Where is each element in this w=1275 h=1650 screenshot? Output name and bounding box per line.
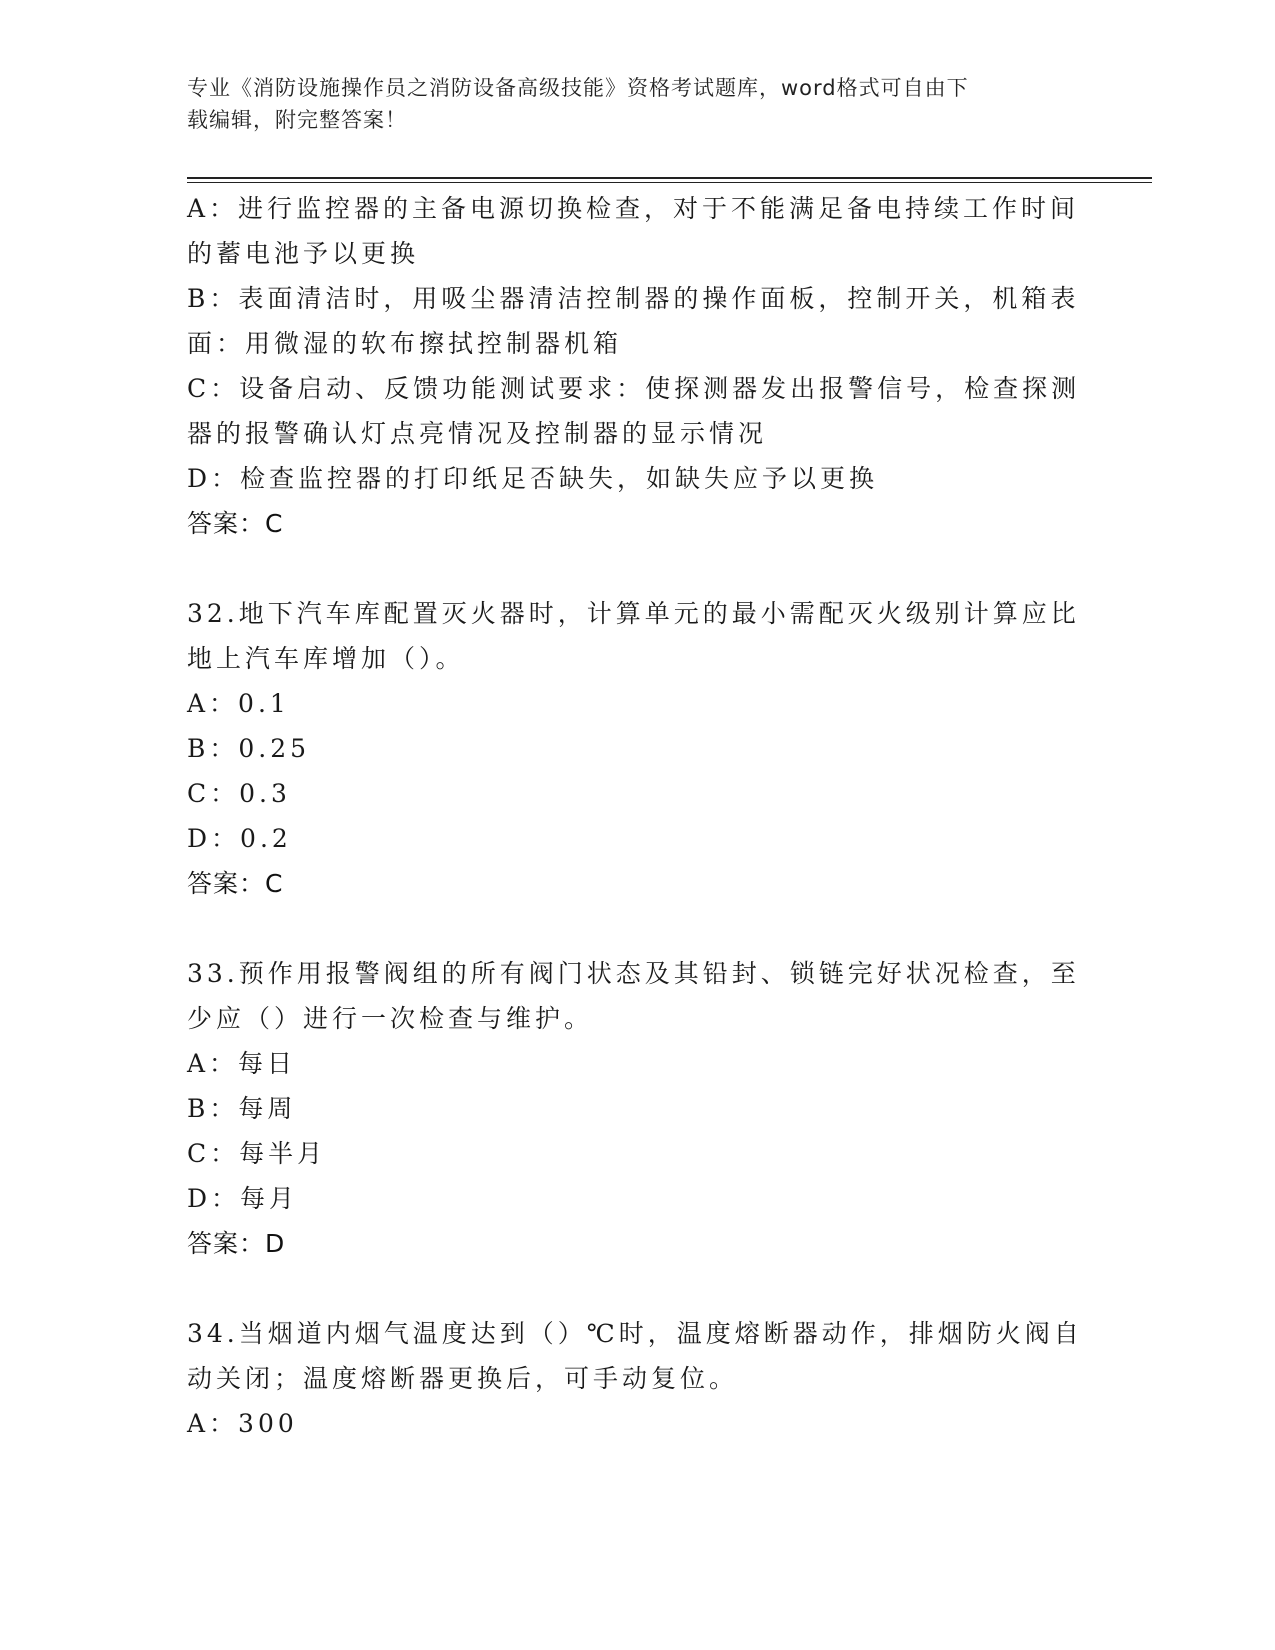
- q33-stem-line-1: 33.预作用报警阀组的所有阀门状态及其铅封、锁链完好状况检查，至: [187, 959, 1080, 988]
- question-list: [187, 186, 1087, 1446]
- question-31-remainder: [187, 186, 1087, 546]
- header-rule-thick: [187, 177, 1152, 179]
- q32-answer: 答案：C: [187, 869, 284, 898]
- q32-option-c: C：0.3: [187, 779, 291, 808]
- q33-option-b: B：每周: [187, 1094, 297, 1123]
- q31-option-c-line-2: 器的报警确认灯点亮情况及控制器的显示情况: [187, 419, 768, 448]
- q34-stem-line-1: 34.当烟道内烟气温度达到（）℃时，温度熔断器动作，排烟防火阀自: [187, 1319, 1083, 1348]
- question-33: [187, 951, 1087, 1266]
- q34-stem-line-2: 动关闭；温度熔断器更换后，可手动复位。: [187, 1364, 739, 1393]
- q31-option-b-line-2: 面：用微湿的软布擦拭控制器机箱: [187, 329, 623, 358]
- q31-option-a-line-1: A：进行监控器的主备电源切换检查，对于不能满足备电持续工作时间: [187, 194, 1080, 223]
- header-line-2: 载编辑，附完整答案！: [187, 108, 407, 132]
- header-line-1: 专业《消防设施操作员之消防设备高级技能》资格考试题库，word格式可自由下: [187, 76, 969, 100]
- q31-option-d: D：检查监控器的打印纸足否缺失，如缺失应予以更换: [187, 464, 879, 493]
- question-gap: [187, 546, 1087, 591]
- question-gap: [187, 1266, 1087, 1311]
- question-gap: [187, 906, 1087, 951]
- document-header: [187, 72, 1067, 136]
- question-34: [187, 1311, 1087, 1446]
- question-32: [187, 591, 1087, 906]
- q33-option-a: A：每日: [187, 1049, 297, 1078]
- header-rule-thin: [187, 182, 1152, 183]
- q33-option-c: C：每半月: [187, 1139, 327, 1168]
- q31-option-b-line-1: B：表面清洁时，用吸尘器清洁控制器的操作面板，控制开关，机箱表: [187, 284, 1080, 313]
- q32-option-d: D：0.2: [187, 824, 292, 853]
- q32-stem-line-1: 32.地下汽车库配置灭火器时，计算单元的最小需配灭火级别计算应比: [187, 599, 1080, 628]
- q33-stem-line-2: 少应（）进行一次检查与维护。: [187, 1004, 594, 1033]
- q31-option-a-line-2: 的蓄电池予以更换: [187, 239, 420, 268]
- q32-option-b: B：0.25: [187, 734, 311, 763]
- q31-answer: 答案：C: [187, 509, 284, 538]
- q33-answer: 答案：D: [187, 1229, 286, 1258]
- q34-option-a: A：300: [187, 1409, 298, 1438]
- q32-stem-line-2: 地上汽车库增加（）。: [187, 644, 465, 673]
- q31-option-c-line-1: C：设备启动、反馈功能测试要求：使探测器发出报警信号，检查探测: [187, 374, 1081, 403]
- q32-option-a: A：0.1: [187, 689, 290, 718]
- q33-option-d: D：每月: [187, 1184, 299, 1213]
